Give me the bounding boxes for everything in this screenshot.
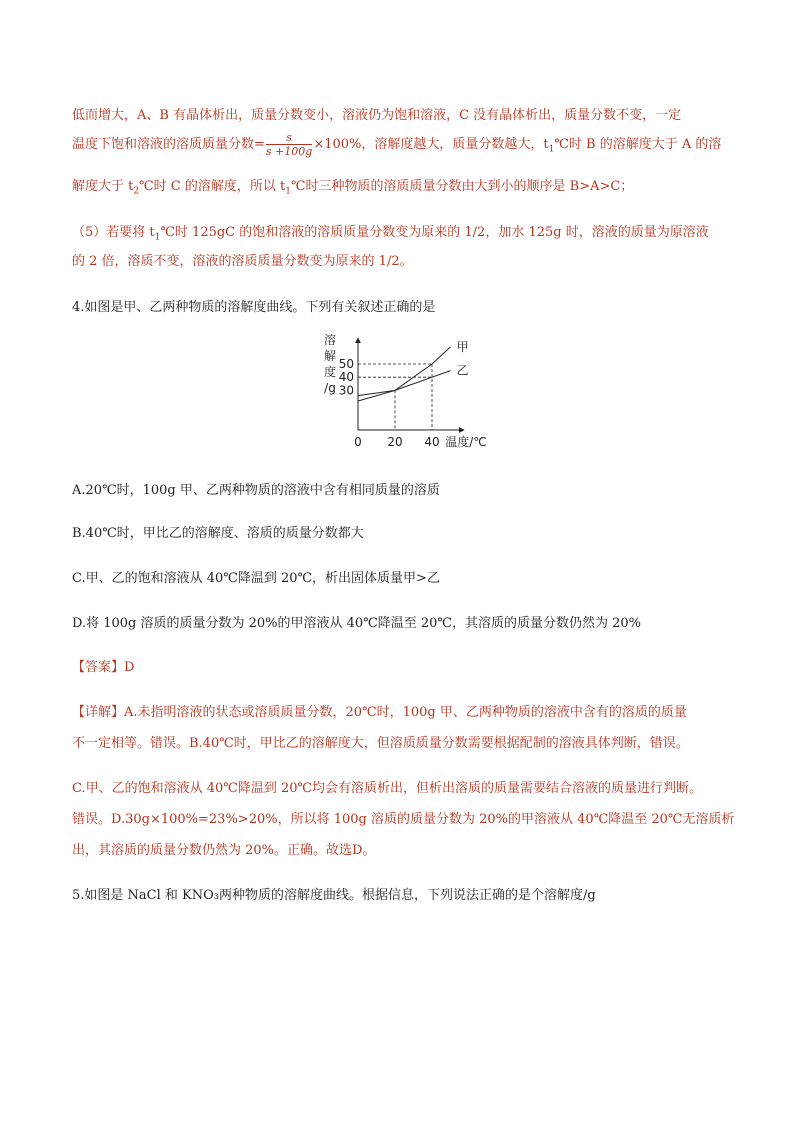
detail-line-1 (72, 701, 687, 720)
detail-text: A.未指明溶液的状态或溶质质量分数，20℃时，100g 甲、乙两种物质的溶液中含有的溶质的质量 (124, 705, 687, 720)
y-axis-label-char-2: 度 (323, 365, 337, 379)
solution-text: ℃时 C 的溶解度，所以 t (139, 179, 286, 194)
detail-line-4: 错误。D.30g×100%=23%>20%，所以将 100g 溶质的质量分数为 20%的甲溶液从 40℃降温至 20℃无溶质析 (72, 812, 735, 827)
option-b: B.40℃时，甲比乙的溶解度、溶质的质量分数都大 (72, 526, 364, 541)
detail-line-3: C.甲、乙的饱和溶液从 40℃降温到 20℃均会有溶质析出，但析出溶质的质量需要结合溶液的质量进行判断。 (72, 781, 703, 796)
fraction-denominator: s +100g (265, 145, 313, 158)
fraction-formula (266, 131, 312, 158)
solution-text: ℃时三种物质的溶质质量分数由大到小的顺序是 B>A>C； (290, 179, 634, 194)
question-5-stem: 5.如图是 NaCl 和 KNO₃两种物质的溶解度曲线。根据信息，下列说法正确的是个溶解度/g (72, 888, 596, 903)
subscript: 2 (133, 186, 140, 197)
detail-label: 【详解】 (72, 705, 125, 720)
detail-line-2: 不一定相等。错误。B.40℃时，甲比乙的溶解度大，但溶质质量分数需要根据配制的溶液具体判断，错误。 (72, 736, 689, 751)
option-d: D.将 100g 溶质的质量分数为 20%的甲溶液从 40℃降温至 20℃，其溶质的质量分数仍然为 20% (72, 616, 641, 631)
detail-line-5: 出，其溶质的质量分数仍然为 20%。正确。故选D。 (72, 843, 376, 858)
subscript: 1 (154, 232, 161, 243)
solution-text: 低而增大，A、B 有晶体析出，质量分数变小，溶液仍为饱和溶液，C 没有晶体析出，质量分数不变，一定 (72, 108, 682, 123)
solution-text: 温度下饱和溶液的溶质质量分数= (72, 137, 265, 152)
solution-text: 解度大于 t (72, 179, 134, 194)
solution-text: ℃时 125gC 的饱和溶液的溶质质量分数变为原来的 1/2，加水 125g 时，溶液的质量为原溶液 (160, 225, 709, 240)
solution-line-3 (72, 175, 633, 197)
fraction-numerator: s (266, 131, 312, 145)
solution-line-1 (72, 104, 681, 123)
solubility-chart (318, 330, 487, 454)
x-tick-label-40: 40 (424, 435, 440, 449)
solution-text: ×100%，溶解度越大，质量分数越大，t (313, 137, 549, 152)
answer-line (72, 656, 134, 675)
answer-label: 【答案】 (72, 660, 125, 675)
y-tick-label-30: 30 (338, 383, 354, 398)
y-axis-label-char-3: /g (324, 381, 336, 395)
option-c: C.甲、乙的饱和溶液从 40℃降温到 20℃，析出固体质量甲>乙 (72, 571, 440, 586)
question-4-stem: 4.如图是甲、乙两种物质的溶解度曲线。下列有关叙述正确的是 (72, 300, 436, 315)
y-axis-label-char-1: 解 (323, 349, 337, 363)
subscript: 1 (285, 186, 291, 197)
solution-text: （5）若要将 t (72, 225, 155, 240)
series-jia-curve (358, 347, 451, 401)
series-label-yi: 乙 (456, 363, 469, 378)
y-axis-label-char-0: 溶 (323, 333, 337, 347)
x-axis-label: 温度/℃ (445, 435, 487, 449)
solution-line-4 (72, 221, 709, 243)
option-a: A.20℃时，100g 甲、乙两种物质的溶液中含有相同质量的溶质 (72, 483, 440, 498)
subscript: 1 (548, 144, 555, 155)
series-yi-curve (358, 371, 451, 396)
solution-text: 的 2 倍，溶质不变，溶液的溶质质量分数变为原来的 1/2。 (72, 254, 413, 269)
solubility-chart-svg (318, 330, 487, 454)
x-tick-label-20: 20 (387, 435, 403, 449)
solution-text: ℃时 B 的溶解度大于 A 的溶 (554, 137, 722, 152)
y-tick-label-40: 40 (338, 370, 354, 385)
y-tick-label-50: 50 (338, 357, 354, 371)
series-label-jia: 甲 (456, 339, 469, 354)
solution-line-2 (72, 131, 721, 158)
solution-line-5 (72, 250, 413, 269)
answer-value: D (124, 660, 135, 675)
x-tick-label-0: 0 (354, 435, 362, 449)
